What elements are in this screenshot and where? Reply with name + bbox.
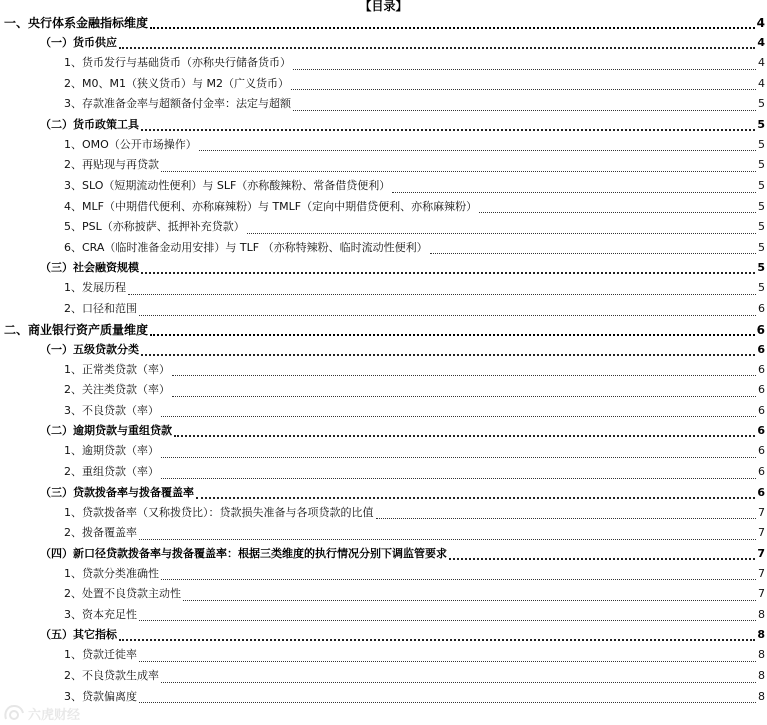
toc-entry-level3[interactable] [0,462,767,483]
toc-entry-label: 2、M0、M1（狭义货币）与 M2（广义货币） [64,76,289,90]
toc-entry-level2[interactable] [0,258,767,278]
dot-leader [139,620,756,621]
toc-entry-page: 5 [758,199,765,213]
toc-entry-level3[interactable] [0,360,767,381]
dot-leader [161,416,756,417]
toc-entry-page: 6 [758,383,765,397]
toc-entry-page: 4 [757,36,765,49]
toc-entry-level2[interactable] [0,625,767,645]
dot-leader [291,89,756,90]
toc-entry-level3[interactable] [0,401,767,422]
toc-entry-page: 4 [756,16,765,30]
dot-leader [293,69,756,70]
toc-entry-page: 5 [758,137,765,151]
dot-leader [128,294,756,295]
dot-leader [119,47,755,49]
toc-entry-page: 8 [758,669,765,683]
toc-entry-page: 7 [758,566,765,580]
toc-entry-page: 5 [758,281,765,295]
toc-entry-label: 一、央行体系金融指标维度 [4,16,149,30]
toc-entry-label: 3、资本充足性 [64,607,137,621]
dot-leader [174,435,755,437]
toc-entry-level3[interactable] [0,441,767,462]
toc-entry-page: 6 [757,342,765,356]
toc-entry-label: 2、不良贷款生成率 [64,669,159,683]
dot-leader [172,375,756,376]
toc-entry-level3[interactable] [0,94,767,115]
dot-leader [172,396,756,397]
dot-leader [430,253,756,254]
toc-entry-level3[interactable] [0,564,767,585]
toc-entry-level3[interactable] [0,687,767,708]
toc-entry-label: 1、正常类贷款（率） [64,362,170,376]
dot-leader [150,27,755,29]
toc-entry-level2[interactable] [0,421,767,441]
toc-entry-level3[interactable] [0,135,767,156]
toc-entry-page: 4 [758,56,765,69]
toc-entry-level3[interactable] [0,217,767,238]
toc-entry-label: 2、重组贷款（率） [64,464,159,478]
toc-entry-label: 1、发展历程 [64,281,126,295]
toc-entry-level3[interactable] [0,666,767,687]
dot-leader [150,334,755,336]
toc-entry-page: 6 [757,485,765,499]
toc-entry-label: 1、OMO（公开市场操作） [64,137,197,151]
toc-title: 【目录】 [359,0,408,13]
toc-entry-label: 2、关注类贷款（率） [64,383,170,397]
toc-entry-page: 6 [758,301,765,315]
dot-leader [199,150,756,151]
toc-entry-page: 7 [758,587,765,601]
toc-entry-label: 3、贷款偏离度 [64,689,137,703]
toc-entry-label: 1、货币发行与基础货币（亦称央行储备货币） [64,56,291,69]
toc-entry-page: 6 [758,403,765,417]
toc-entry-label: 1、贷款分类准确性 [64,566,159,580]
toc-entry-level2[interactable] [0,544,767,564]
dot-leader [449,558,755,560]
dot-leader [161,579,756,580]
dot-leader [479,212,756,213]
dot-leader [161,478,756,479]
toc-entry-label: 5、PSL（亦称披萨、抵押补充贷款） [64,220,245,234]
toc-entry-level2[interactable] [0,340,767,360]
dot-leader [139,702,756,703]
dot-leader [376,518,757,519]
toc-entry-level3[interactable] [0,53,767,74]
toc-entry-page: 5 [758,158,765,172]
dot-leader [141,129,755,131]
toc-entry-label: 2、口径和范围 [64,301,137,315]
dot-leader [293,110,756,111]
toc-entry-label: （二）逾期贷款与重组贷款 [40,424,172,438]
toc-entry-level2[interactable] [0,483,767,503]
toc-entry-label: 3、SLO（短期流动性便利）与 SLF（亦称酸辣粉、常备借贷便利） [64,178,391,192]
toc-entry-page: 5 [757,261,765,275]
toc-entry-label: 1、贷款迁徙率 [64,648,137,662]
dot-leader [161,682,756,683]
dot-leader [119,639,755,641]
toc-entry-page: 7 [757,546,765,560]
dot-leader [141,354,755,356]
toc-entry-level3[interactable] [0,584,767,605]
dot-leader [183,600,756,601]
toc-entry-level3[interactable] [0,238,767,259]
toc-entry-level3[interactable] [0,380,767,401]
toc-entry-page: 6 [757,424,765,438]
toc-entry-label: 6、CRA（临时准备金动用安排）与 TLF （亦称特辣粉、临时流动性便利） [64,240,428,254]
dot-leader [139,539,756,540]
toc-entry-page: 6 [758,464,765,478]
toc-entry-label: （三）社会融资规模 [40,261,139,275]
dot-leader [139,661,756,662]
toc-entry-label: 2、再贴现与再贷款 [64,158,159,172]
toc-entry-label: 4、MLF（中期借代便利、亦称麻辣粉）与 TMLF（定向中期借贷便利、亦称麻辣粉） [64,199,478,213]
toc-entry-level3[interactable] [0,278,767,299]
toc-entry-level3[interactable] [0,299,767,320]
toc-entry-label: （四）新口径贷款拨备率与拨备覆盖率：根据三类维度的执行情况分别下调监管要求 [40,546,447,560]
dot-leader [161,457,756,458]
toc-entry-level3[interactable] [0,176,767,197]
toc-entry-label: （一）货币供应 [40,36,117,49]
toc-entry-page: 7 [758,505,765,519]
toc-entry-label: （五）其它指标 [40,628,117,642]
toc-entry-page: 5 [758,240,765,254]
toc-entry-level3[interactable] [0,155,767,176]
toc-entry-page: 8 [758,689,765,703]
toc-entry-label: 2、处置不良贷款主动性 [64,587,181,601]
dot-leader [139,315,756,316]
toc-entry-page: 5 [758,178,765,192]
toc-entry-page: 4 [758,76,765,90]
toc-entry-page: 7 [758,526,765,540]
toc-entry-page: 5 [757,117,765,131]
toc-entry-level1[interactable] [0,13,767,33]
toc-entry-level3[interactable] [0,605,767,626]
dot-leader [196,497,755,499]
toc-entry-level3[interactable] [0,74,767,95]
watermark-text: 六虎财经 [28,707,81,723]
toc-entry-level2[interactable] [0,33,767,53]
toc-entry-page: 8 [758,607,765,621]
toc-entry-page: 6 [758,362,765,376]
dot-leader [161,171,756,172]
toc-entry-level3[interactable] [0,523,767,544]
toc-list [0,13,767,707]
toc-entry-page: 5 [758,97,765,111]
dot-leader [247,233,756,234]
toc-entry-page: 6 [756,322,765,337]
toc-entry-page: 6 [758,444,765,458]
toc-entry-level3[interactable] [0,503,767,524]
dot-leader [141,272,755,274]
toc-entry-level2[interactable] [0,115,767,135]
toc-entry-label: （二）货币政策工具 [40,117,139,131]
toc-entry-label: （三）贷款拨备率与拨备覆盖率 [40,485,194,499]
toc-entry-label: 2、拨备覆盖率 [64,526,137,540]
toc-entry-page: 8 [758,648,765,662]
toc-entry-level1[interactable] [0,320,767,340]
toc-entry-level3[interactable] [0,197,767,218]
toc-entry-label: 3、存款准备金率与超额备付金率：法定与超额 [64,97,291,111]
toc-entry-page: 8 [757,628,765,642]
toc-entry-label: 3、不良贷款（率） [64,403,159,417]
toc-entry-page: 5 [758,220,765,234]
toc-entry-label: 1、逾期贷款（率） [64,444,159,458]
toc-entry-level3[interactable] [0,645,767,666]
toc-entry-label: 1、贷款拨备率（又称拨贷比）：贷款损失准备与各项贷款的比值 [64,505,374,519]
dot-leader [392,192,756,193]
toc-entry-label: （一）五级贷款分类 [40,342,139,356]
toc-entry-label: 二、商业银行资产质量维度 [4,322,149,337]
